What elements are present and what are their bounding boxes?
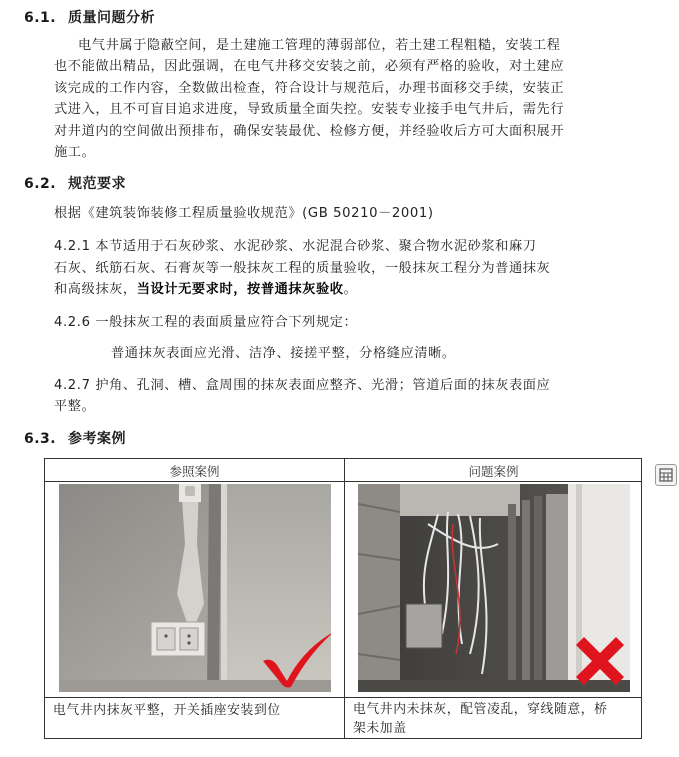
table-grid-glyph: [656, 465, 676, 485]
clause-4-2-1-line-3: [54, 279, 357, 301]
section-number: 6.1.: [24, 10, 57, 26]
section-heading-6-3: [24, 428, 126, 448]
clause-text: 和高级抹灰，: [54, 282, 137, 297]
problem-case-photo: [358, 484, 630, 692]
table-divider: [45, 697, 641, 698]
case-table: [44, 458, 642, 739]
table-grid-icon[interactable]: [655, 464, 677, 486]
reference-case-photo: [59, 484, 331, 692]
analysis-line-2: 也不能做出精品，因此强调，在电气井移交安装之前，必须有严格的验收，对土建应: [54, 59, 565, 74]
analysis-line-3: 该完成的工作内容，全数做出检查，符合设计与规范后，办理书面移交手续，安装正: [54, 81, 565, 96]
clause-4-2-6-item: 普通抹灰表面应光滑、洁净、接搓平整，分格缝应清晰。: [111, 346, 456, 361]
clause-4-2-7-line-1: 4.2.7 护角、孔洞、槽、盒周围的抹灰表面应整齐、光滑；管道后面的抹灰表面应: [54, 378, 551, 393]
reference-case-caption: 电气井内抹灰平整，开关插座安装到位: [53, 703, 281, 718]
table-header-problem: 问题案例: [468, 464, 519, 479]
clause-emphasis: 当设计无要求时，按普通抹灰验收: [136, 282, 344, 297]
clause-text-end: 。: [343, 282, 358, 297]
analysis-line-1: 电气井属于隐蔽空间，是土建施工管理的薄弱部位，若土建工程粗糙，安装工程: [78, 38, 561, 53]
section-heading-6-2: [24, 173, 126, 193]
clause-4-2-7-line-2: 平整。: [54, 399, 96, 414]
clause-4-2-1-line-2: 石灰、纸筋石灰、石膏灰等一般抹灰工程的质量验收，一般抹灰工程分为普通抹灰: [54, 261, 551, 276]
clause-4-2-6: 4.2.6 一般抹灰工程的表面质量应符合下列规定：: [54, 315, 358, 330]
check-mark-icon: [259, 627, 331, 689]
table-header-reference: 参照案例: [169, 464, 220, 479]
analysis-line-6: 施工。: [54, 145, 96, 160]
cross-mark-icon: [572, 633, 628, 689]
table-divider: [45, 481, 641, 482]
section-number: 6.2.: [24, 176, 57, 192]
spec-intro: 根据《建筑装饰装修工程质量验收规范》(GB 50210－2001): [54, 206, 434, 221]
problem-case-caption-line-1: 电气井内未抹灰，配管凌乱，穿线随意，桥: [353, 702, 608, 717]
section-title: 规范要求: [68, 176, 126, 192]
problem-case-caption-line-2: 架未加盖: [353, 721, 407, 736]
section-title: 参考案例: [68, 431, 126, 447]
section-title: 质量问题分析: [68, 10, 155, 26]
clause-4-2-1-line-1: 4.2.1 本节适用于石灰砂浆、水泥砂浆、水泥混合砂浆、聚合物水泥砂浆和麻刀: [54, 239, 537, 254]
section-heading-6-1: [24, 7, 155, 27]
analysis-line-4: 式进入，且不可盲目追求进度，导致质量全面失控。安装专业接手电气井后，需先行: [54, 102, 565, 117]
section-number: 6.3.: [24, 431, 57, 447]
analysis-line-5: 对井道内的空间做出预排布，确保安装最优、检修方便，并经验收后方可大面积展开: [54, 124, 565, 139]
